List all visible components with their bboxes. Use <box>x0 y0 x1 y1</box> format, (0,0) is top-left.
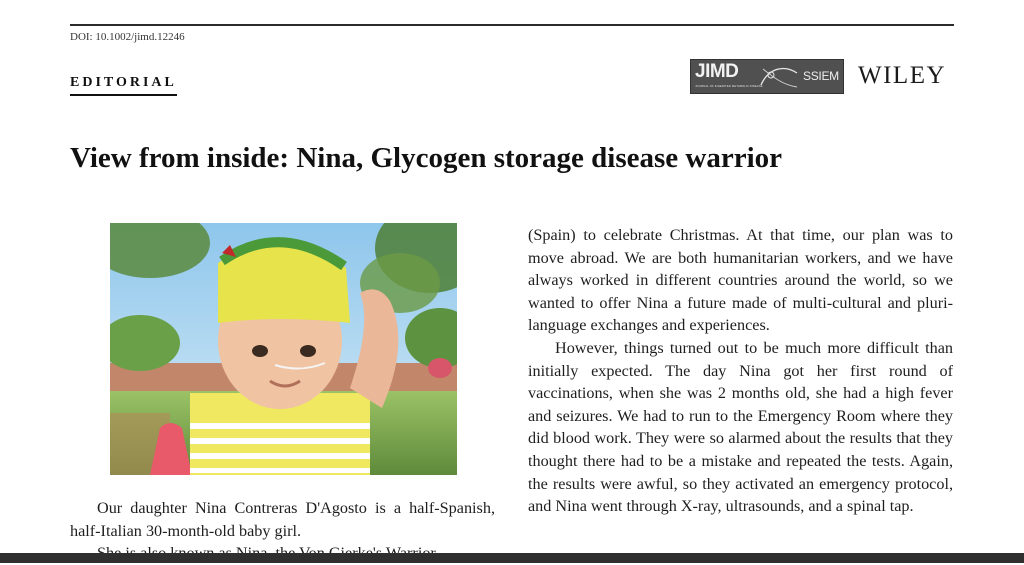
paragraph: Our daughter Nina Contreras D'Agosto is a half-Spanish, half-Italian 30-month-old baby girl. <box>70 499 495 540</box>
doi-text[interactable]: DOI: 10.1002/jimd.12246 <box>70 31 185 43</box>
header-rule <box>70 24 954 26</box>
viewer-bottom-bar <box>0 553 1024 563</box>
publisher-logo[interactable]: WILEY <box>858 62 947 89</box>
section-label: EDITORIAL <box>70 75 177 96</box>
article-right-column <box>528 224 953 518</box>
paragraph: However, things turned out to be much more difficult than initially expected. The day Nina got her first round of vaccinations, when she was 2 months old, she had a high fever and seizures. We had to run to the Emergency Room where they did blood work. They were so alarmed about the results that they thought there had to be a mistake and repeated the tests. Again, the results were awful, so they activated an emergency protocol, and Nina went through X-ray, ultrasounds, and a spinal tap. <box>528 338 953 516</box>
child-photo-image <box>110 223 457 475</box>
article-photo <box>110 223 457 475</box>
article-title: View from inside: Nina, Glycogen storage disease warrior <box>70 142 783 174</box>
society-logo-text: SSIEM <box>803 69 839 83</box>
journal-logo[interactable] <box>690 59 844 94</box>
paragraph: (Spain) to celebrate Christmas. At that time, our plan was to move abroad. We are both humanitarian workers, and we have always worked in different countries around the world, so we wanted to offer Nina a future made of multi-cultural and pluri-language exchanges and experiences. <box>528 226 953 335</box>
journal-logo-text: JIMD <box>695 61 739 82</box>
swoosh-icon <box>757 63 801 91</box>
journal-logo-subtitle: JOURNAL OF INHERITED METABOLIC DISEASE <box>695 84 763 88</box>
